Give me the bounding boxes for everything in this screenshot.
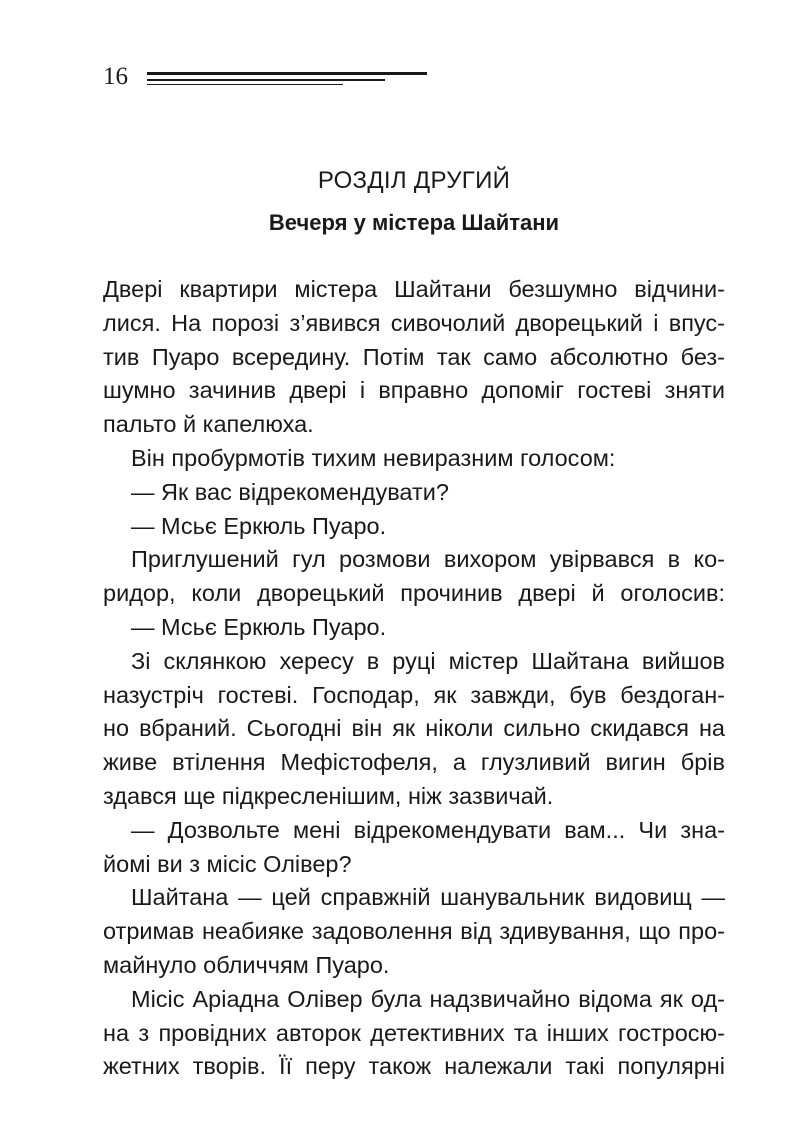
text-line: живе втілення Мефістофеля, а глузливий вигин брів — [103, 749, 725, 776]
text-line: Зі склянкою хересу в руці містер Шайтана вийшов — [131, 647, 725, 674]
chapter-subtitle: Вечеря у містера Шайтани — [268, 210, 560, 235]
text-line: Приглушений гул розмови вихором увірвався в ко- — [131, 546, 725, 573]
text-line: здався ще підкресленішим, ніж зазвичай. — [103, 782, 554, 809]
header-rule-thick — [147, 72, 427, 75]
text-line: майнуло обличчям Пуаро. — [103, 951, 390, 978]
text-line: — Мсьє Еркюль Пуаро. — [131, 613, 387, 640]
text-line: Шайтана — цей справжній шанувальник видовищ — — [131, 884, 725, 911]
text-line: жетних творів. Її перу також належали такі популярні — [103, 1053, 725, 1080]
text-line: йомі ви з місіс Олівер? — [103, 850, 352, 877]
text-line: — Як вас відрекомендувати? — [131, 478, 449, 505]
body-text — [103, 273, 725, 1084]
text-line: на з провідних авторок детективних та інших гостросю- — [103, 1019, 725, 1046]
text-line: пальто й капелюха. — [103, 411, 314, 438]
page-number: 16 — [103, 63, 128, 90]
text-line: лися. На порозі з’явився сивочолий дворецький і впус- — [103, 309, 725, 336]
text-line: ридор, коли дворецький прочинив двері й оголосив: — [103, 580, 725, 607]
header-rule-medium — [147, 79, 385, 81]
chapter-title: РОЗДІЛ ДРУГИЙ — [317, 167, 511, 194]
text-line: назустріч гостеві. Господар, як завжди, був бездоган- — [103, 681, 725, 708]
text-line: тив Пуаро всередину. Потім так само абсолютно без- — [103, 343, 725, 370]
text-line: Місіс Аріадна Олівер була надзвичайно відома як од- — [131, 985, 725, 1012]
text-line: Двері квартири містера Шайтани безшумно відчини- — [103, 276, 725, 302]
text-line: — Дозвольте мені відрекомендувати вам... Чи зна- — [131, 816, 725, 843]
page-header — [103, 62, 433, 96]
text-line: Він пробурмотів тихим невиразним голосом: — [131, 444, 616, 471]
text-line: шумно зачинив двері і вправно допоміг гостеві зняти — [103, 377, 725, 404]
text-line: — Мсьє Еркюль Пуаро. — [131, 512, 387, 539]
text-line: но вбраний. Сьогодні він як ніколи сильно скидався на — [103, 715, 725, 742]
text-line: отримав неабияке задоволення від здивування, що про- — [103, 918, 725, 945]
header-rule-thin — [147, 84, 343, 85]
